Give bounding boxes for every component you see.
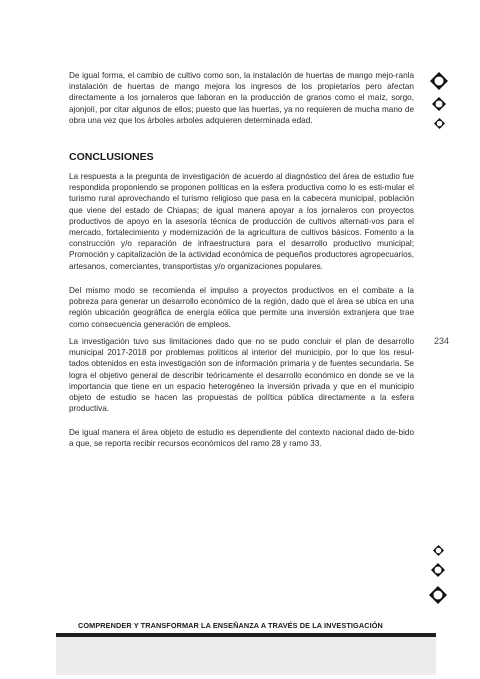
diamond-ring-ornament-icon [429, 586, 447, 604]
paragraph-conclusion-1: La respuesta a la pregunta de investigación de acuerdo al diagnóstico del área de estudio fue respondida proponiendo se proponen políticas en la esfera productiva como lo es esti-mular el turismo rural aprovechando el turismo religioso que pasa en la cabecera municipal, población que viene del estado de Chiapas; de igual manera apoyar a los jornaleros con proyectos productivos de apoyo en la asesoría técnica de producción de cultivos alternati-vos para el mercado, fortalecimiento y modernización de la agricultura de cultivos básicos. Fomento a la construcción y/o reparación de infraestructura para el desarrollo productivo municipal; Promoción y capitalización de la actividad económica de pequeños productores agropecuarios, artesanos, comerciantes, transportistas y/o organizaciones populares. [69, 172, 414, 271]
footer-band [56, 637, 436, 675]
diamond-ring-ornament-icon [432, 97, 446, 111]
paragraph-conclusion-2: Del mismo modo se recomienda el impulso a proyectos productivos en el combate a la pobreza para generar un desarrollo económico de la región, dado que el área se ubica en una región ubicación geográfica de energía eólica que permite una inversión extranjera que trae como consecuencia generación de empleos. [69, 286, 414, 329]
diamond-ring-ornament-icon [434, 118, 445, 129]
diamond-ring-ornament-icon [430, 72, 448, 90]
section-heading-conclusiones: CONCLUSIONES [69, 151, 154, 163]
footer-title: COMPRENDER Y TRANSFORMAR LA ENSEÑANZA A TRAVÉS DE LA INVESTIGACIÓN [78, 621, 383, 630]
paragraph-intro: De igual forma, el cambio de cultivo como son, la instalación de huertas de mango mejo-ranla instalación de huertas de mango mejora los ingresos de los propietarios pero afectan directamente a los jornaleros que laboran en la producción de granos como el maíz, sorgo, ajonjolí, por citar algunos de ellos; puesto que las huertas, ya no requieren de mucha mano de obra una vez que los árboles arboles adquieren determinada edad. [69, 71, 414, 125]
page-number: 234 [434, 336, 450, 346]
diamond-ring-ornament-icon [433, 545, 444, 556]
diamond-ring-ornament-icon [431, 563, 445, 577]
paragraph-conclusion-3: La investigación tuvo sus limitaciones dado que no se pudo concluir el plan de desarrollo municipal 2017-2018 por problemas políticos al interior del municipio, por lo que los resul-tados obtenidos en esta investigación son de información primaria y de fuentes secundaria. Se logra el objetivo general de describir teóricamente el desarrollo económico en donde se ve la importancia que tiene en un espacio heterogéneo la inversión privada y que en el municipio objeto de estudio se hacen las propuestas de política pública directamente a la esfera productiva. [69, 337, 414, 414]
paragraph-conclusion-4: De igual manera el área objeto de estudio es dependiente del contexto nacional dado de-bido a que, se reporta recibir recursos económicos del ramo 28 y ramo 33. [69, 428, 414, 449]
